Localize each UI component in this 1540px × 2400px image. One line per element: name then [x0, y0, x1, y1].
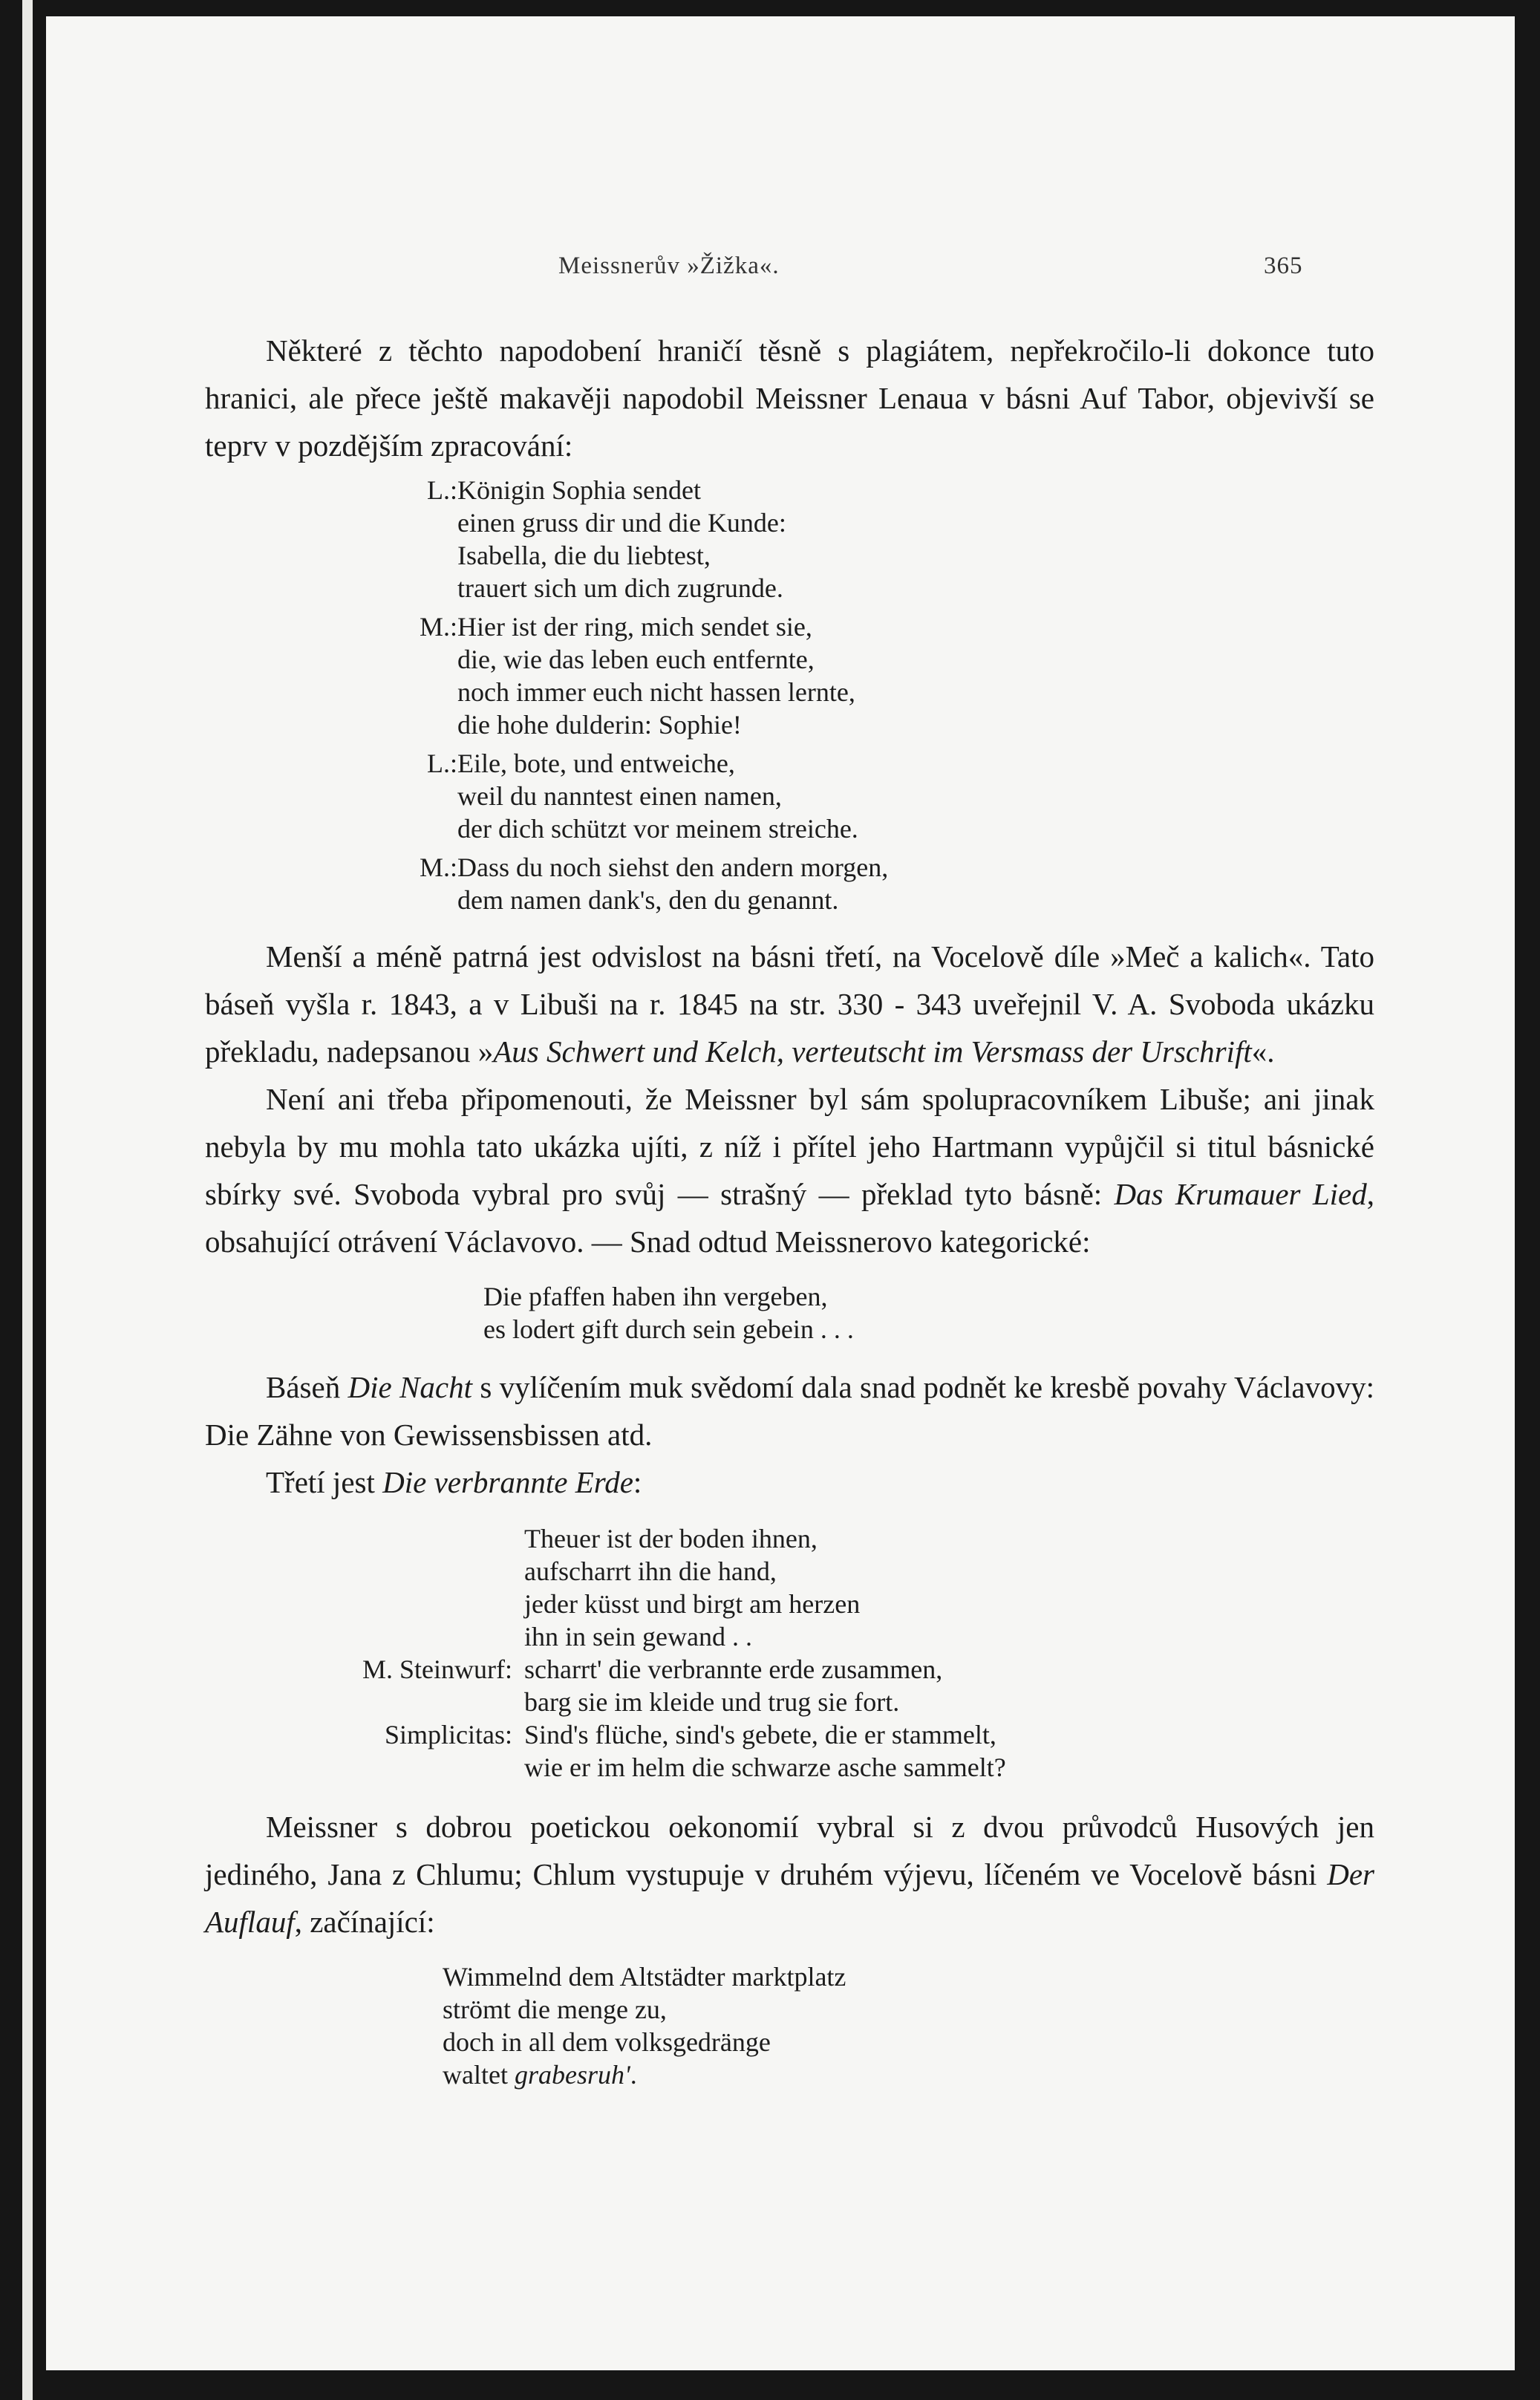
verse-text: Isabella, die du liebtest, — [457, 541, 711, 570]
verse-line — [405, 884, 1374, 916]
verse-speaker: M. Steinwurf: — [362, 1654, 512, 1684]
verse-line — [205, 1620, 1374, 1653]
verse-block-4 — [443, 1960, 1374, 2091]
verse-line — [405, 610, 1374, 643]
page-number: 365 — [1264, 252, 1303, 279]
verse-line — [443, 1993, 1374, 2026]
verse-text: noch immer euch nicht hassen lernte, — [457, 677, 855, 707]
verse-text: scharrt' die verbrannte erde zusammen, — [524, 1654, 943, 1684]
verse-line — [405, 812, 1374, 845]
italic-word: grabesruh' — [514, 2060, 630, 2090]
verse-line — [443, 2026, 1374, 2058]
italic-title: Das Krumauer Lied — [1114, 1177, 1367, 1211]
verse-line — [405, 506, 1374, 539]
page-edge-strip — [22, 0, 33, 2400]
verse-text: einen gruss dir und die Kunde: — [457, 508, 786, 538]
paragraph-2: Menší a méně patrná jest odvislost na básni třetí, na Vocelově díle »Meč a kalich«. Tato báseň vyšla r. 1843, a v Libuši na r. 1845 na str. 330 - 343 uveřejnil V. A. Svoboda ukázku překladu, nadepsanou »Aus Schwert und Kelch, verteutscht im Versmass der Urschrift«. — [205, 939, 1374, 1069]
verse-text: doch in all dem volksgedränge — [443, 2027, 771, 2057]
verse-line — [443, 1960, 1374, 1993]
verse-line — [405, 539, 1374, 572]
verse-text: Die pfaffen haben ihn vergeben, — [483, 1282, 828, 1311]
verse-line — [205, 1751, 1374, 1784]
italic-title: Die verbrannte Erde — [382, 1465, 633, 1499]
verse-text: Hier ist der ring, mich sendet sie, — [457, 612, 812, 642]
verse-text: es lodert gift durch sein gebein . . . — [483, 1314, 854, 1344]
verse-speaker: L.: — [427, 475, 457, 505]
verse-stanza — [405, 610, 1374, 741]
verse-line — [405, 643, 1374, 676]
verse-line — [405, 572, 1374, 604]
verse-text: Sind's flüche, sind's gebete, die er stammelt, — [524, 1720, 996, 1750]
verse-speaker: M.: — [419, 852, 457, 882]
verse-line — [205, 1588, 1374, 1620]
italic-title: Aus Schwert und Kelch, verteutscht im Versmass der Urschrift — [493, 1034, 1252, 1069]
verse-text: Eile, bote, und entweiche, — [457, 749, 735, 778]
verse-block-3 — [205, 1522, 1374, 1784]
verse-line — [483, 1313, 1374, 1346]
running-title: Meissnerův »Žižka«. — [558, 252, 780, 279]
verse-text: wie er im helm die schwarze asche sammelt? — [524, 1752, 1006, 1782]
verse-stanza — [405, 851, 1374, 916]
verse-line — [405, 780, 1374, 812]
verse-text: ihn in sein gewand . . — [524, 1622, 752, 1651]
verse-text: Königin Sophia sendet — [457, 475, 701, 505]
verse-line — [405, 747, 1374, 780]
verse-text: weil du nanntest einen namen, — [457, 781, 782, 811]
verse-block-2 — [483, 1280, 1374, 1346]
verse-text: aufscharrt ihn die hand, — [524, 1556, 777, 1586]
paragraph-4: Báseň Die Nacht s vylíčením muk svědomí dala snad podnět ke kresbě povahy Václavovy: Die Zähne von Gewissensbissen atd. — [205, 1370, 1374, 1452]
verse-line — [443, 2058, 1374, 2091]
verse-text: trauert sich um dich zugrunde. — [457, 573, 783, 603]
book-page — [46, 16, 1515, 2370]
page-content — [205, 327, 1374, 2091]
verse-stanza — [405, 474, 1374, 604]
verse-line — [483, 1280, 1374, 1313]
paragraph-6: Meissner s dobrou poetickou oekonomií vybral si z dvou průvodců Husových jen jediného, Jana z Chlumu; Chlum vystupuje v druhém výjevu, líčeném ve Vocelově básni Der Auflauf, začínající: — [205, 1810, 1374, 1939]
verse-block-1 — [405, 474, 1374, 916]
verse-text: die, wie das leben euch entfernte, — [457, 645, 815, 674]
verse-text: strömt die menge zu, — [443, 1995, 667, 2024]
verse-text: waltet grabesruh'. — [443, 2060, 637, 2090]
verse-text: dem namen dank's, den du genannt. — [457, 885, 839, 915]
verse-line — [405, 851, 1374, 884]
verse-speaker: L.: — [427, 749, 457, 778]
verse-line — [205, 1522, 1374, 1555]
verse-text: Dass du noch siehst den andern morgen, — [457, 852, 889, 882]
verse-line — [205, 1653, 1374, 1686]
running-header — [46, 252, 1515, 297]
verse-text: jeder küsst und birgt am herzen — [524, 1589, 861, 1619]
italic-title: Der Auflauf — [205, 1857, 1374, 1939]
verse-speaker: M.: — [419, 612, 457, 642]
verse-text: die hohe dulderin: Sophie! — [457, 710, 742, 740]
verse-text: Theuer ist der boden ihnen, — [524, 1524, 818, 1553]
verse-text: Wimmelnd dem Altstädter marktplatz — [443, 1962, 846, 1992]
paragraph-3: Není ani třeba připomenouti, že Meissner byl sám spolupracovníkem Libuše; ani jinak nebyla by mu mohla tato ukázka ujíti, z níž i přítel jeho Hartmann vypůjčil si titul básnické sbírky své. Svoboda vybral pro svůj — strašný — překlad tyto básně: Das Krumauer Lied, obsahující otrávení Václavovo. — Snad odtud Meissnerovo kategorické: — [205, 1082, 1374, 1259]
paragraph-1: Některé z těchto napodobení hraničí těsně s plagiátem, nepřekročilo-li dokonce tuto hranici, ale přece ještě makavěji napodobil Meissner Lenaua v básni Auf Tabor, objevivší se teprv v pozdějším zpracování: — [205, 333, 1374, 463]
verse-line — [405, 474, 1374, 506]
verse-line — [205, 1686, 1374, 1718]
verse-line — [205, 1718, 1374, 1751]
verse-speaker: Simplicitas: — [384, 1720, 512, 1750]
verse-text: barg sie im kleide und trug sie fort. — [524, 1687, 900, 1717]
verse-line — [405, 676, 1374, 708]
italic-title: Die Nacht — [348, 1370, 472, 1404]
verse-text: der dich schützt vor meinem streiche. — [457, 814, 858, 844]
verse-line — [405, 708, 1374, 741]
paragraph-5: Třetí jest Die verbrannte Erde: — [266, 1465, 642, 1499]
verse-stanza — [405, 747, 1374, 845]
verse-line — [205, 1555, 1374, 1588]
